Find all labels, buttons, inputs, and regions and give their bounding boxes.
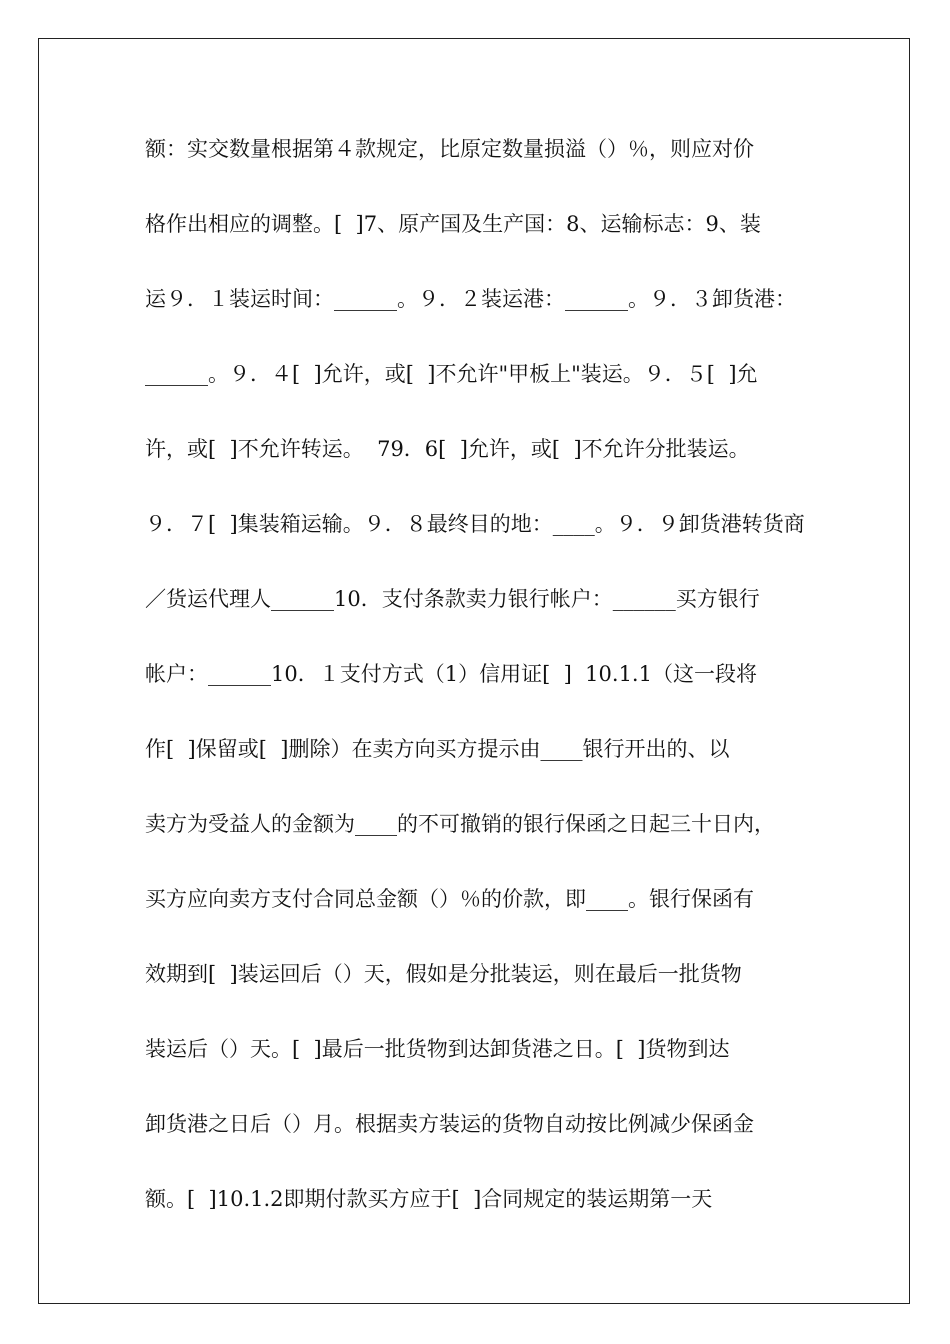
text-line-10: 卖方为受益人的金额为____的不可撤销的银行保函之日起三十日内， <box>145 812 775 836</box>
text-line-4: ______。９．４[ ]允许，或[ ]不允许"甲板上"装运。９．５[ ]允 <box>145 362 758 386</box>
text-line-3: 运９．１装运时间：______。９．２装运港：______。９．３卸货港： <box>145 287 796 311</box>
text-line-12: 效期到[ ]装运回后（）天，假如是分批装运，则在最后一批货物 <box>145 962 742 986</box>
text-line-14: 卸货港之日后（）月。根据卖方装运的货物自动按比例减少保函金 <box>145 1112 754 1136</box>
text-line-13: 装运后（）天。[ ]最后一批货物到达卸货港之日。[ ]货物到达 <box>145 1037 730 1061</box>
text-line-5: 许，或[ ]不允许转运。 79．6[ ]允许，或[ ]不允许分批装运。 <box>145 437 750 461</box>
text-line-2: 格作出相应的调整。[ ]7、原产国及生产国：8、运输标志：9、装 <box>145 212 761 236</box>
text-line-7: ／货运代理人______10．支付条款卖力银行帐户：______买方银行 <box>145 587 760 611</box>
text-line-6: ９．７[ ]集装箱运输。９．８最终目的地：____。９．９卸货港转货商 <box>145 512 805 536</box>
text-line-11: 买方应向卖方支付合同总金额（）％的价款，即____。银行保函有 <box>145 887 754 911</box>
text-line-1: 额：实交数量根据第４款规定，比原定数量损溢（）％，则应对价 <box>145 137 754 161</box>
text-line-9: 作[ ]保留或[ ]删除）在卖方向买方提示由____银行开出的、以 <box>145 737 730 761</box>
text-line-15: 额。[ ]10.1.2即期付款买方应于[ ]合同规定的装运期第一天 <box>145 1187 713 1211</box>
text-line-8: 帐户：______10．１支付方式（1）信用证[ ] 10.1.1（这一段将 <box>145 662 757 686</box>
